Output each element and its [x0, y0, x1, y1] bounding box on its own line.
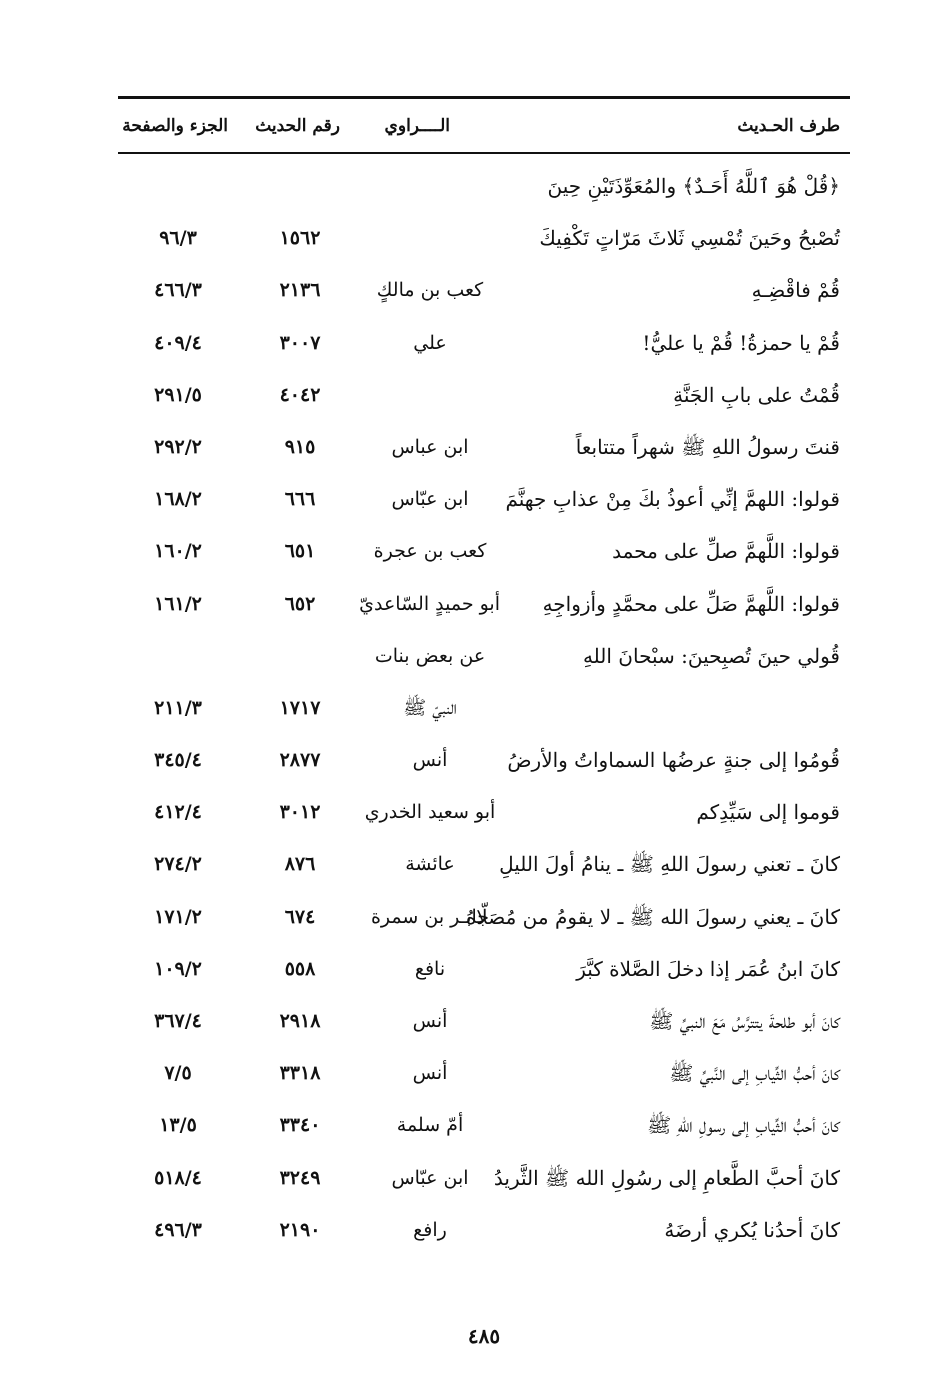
header-hadith-start: طرف الحـديث	[737, 116, 840, 136]
volume-page-cell: ٤١٢/٤	[154, 801, 202, 824]
hadith-start-cell: قنتَ رسولُ اللهِ ﷺ شهراً متتابعاً	[575, 434, 840, 459]
header-narrator: الــــراوي	[384, 116, 450, 136]
hadith-start-cell: قولوا: اللهمَّ إنِّي أعوذُ بكَ مِنْ عذابِ جهنَّمَ	[505, 487, 840, 512]
table-row	[118, 421, 850, 473]
table-row	[118, 578, 850, 630]
volume-page-cell: ١٠٩/٢	[154, 957, 202, 980]
volume-page-cell: ١٧١/٢	[154, 905, 202, 928]
index-page	[118, 96, 850, 1348]
hadith-number-cell: ٦٥٢	[284, 592, 316, 615]
volume-page-cell: ٤٩٦/٣	[154, 1218, 202, 1241]
hadith-number-cell	[250, 630, 350, 682]
table-row	[118, 1099, 850, 1151]
hadith-number-cell: ٣٣١٨	[279, 1062, 321, 1085]
narrator-cell: أنس	[412, 749, 448, 772]
narrator-cell: ابن عبّاس	[391, 1166, 469, 1189]
volume-page-cell: ٢١١/٣	[154, 696, 202, 719]
volume-page-cell: ١٦٨/٢	[154, 488, 202, 511]
hadith-start-cell: قوموا إلى سَيِّدِكم	[696, 800, 840, 825]
hadith-number-cell: ٨٧٦	[284, 853, 316, 876]
hadith-number-cell: ٦٧٤	[284, 905, 316, 928]
table-row	[118, 891, 850, 943]
hadith-number-cell: ٦٦٦	[284, 488, 316, 511]
table-row	[118, 1204, 850, 1256]
narrator-cell: أبو حميدٍ السّاعديّ	[359, 592, 500, 615]
hadith-start-cell: كانَ أبو طلحةَ يتترَّسُ مَعَ النبيِّ ﷺ	[649, 1009, 840, 1033]
hadith-start-cell: قُمْ فاقْضِـهِ	[751, 278, 840, 303]
header-volume-page: الجزء والصفحة	[122, 116, 228, 136]
volume-page-cell: ٧/٥	[164, 1062, 192, 1085]
table-row	[118, 786, 850, 838]
hadith-start-cell: كانَ أحبُّ الثِّيابِ إلى رسولِ اللهِ ﷺ	[647, 1113, 840, 1138]
top-rule	[118, 96, 850, 99]
hadith-number-cell: ٢١٩٠	[279, 1218, 321, 1241]
narrator-cell: كعب بن عجرة	[373, 540, 487, 563]
volume-page-cell: ٥١٨/٤	[154, 1166, 202, 1189]
volume-page-cell: ٢٧٤/٢	[154, 853, 202, 876]
table-row	[118, 264, 850, 316]
hadith-number-cell	[250, 160, 350, 212]
hadith-number-cell: ٩١٥	[284, 435, 316, 458]
table-row	[118, 369, 850, 421]
narrator-cell	[360, 160, 500, 212]
hadith-start-cell: قُمْتُ على بابِ الجَنَّةِ	[673, 382, 840, 407]
hadith-number-cell: ٢١٣٦	[279, 279, 321, 302]
narrator-cell: رافع	[413, 1218, 447, 1241]
table-row	[118, 212, 850, 264]
hadith-start-cell: قُومُوا إلى جنةٍ عرضُها السماواتُ والأرضُ	[507, 748, 840, 773]
hadith-start-cell: تُصْبحُ وحَينَ تُمْسِي ثَلاثَ مَرّاتٍ تَكْفِيكَ	[539, 226, 840, 251]
hadith-start-cell: قولوا: اللَّهمَّ صلِّ على محمد	[612, 539, 840, 564]
volume-page-cell: ١٣/٥	[159, 1114, 197, 1137]
hadith-start-cell: قولوا: اللَّهمَّ صَلِّ على محمَّدٍ وأزواجِهِ	[542, 591, 840, 616]
narrator-cell: أنس	[412, 1062, 448, 1085]
narrator-cell: أمّ سلمة	[396, 1114, 464, 1137]
narrator-cell: ابن عباس	[391, 435, 469, 458]
volume-page-cell: ٣٦٧/٤	[154, 1010, 202, 1032]
volume-page-cell	[126, 630, 230, 682]
narrator-cell	[360, 369, 500, 421]
narrator-cell: أبو سعيد الخدري	[364, 801, 496, 824]
volume-page-cell: ٢٩١/٥	[154, 383, 202, 406]
hadith-number-cell: ٣٠٠٧	[279, 331, 321, 354]
hadith-number-cell: ٣٠١٢	[279, 801, 321, 824]
hadith-number-cell: ٣٢٤٩	[279, 1166, 321, 1189]
narrator-cell: النبيّ ﷺ	[403, 696, 457, 719]
table-row	[118, 630, 850, 682]
narrator-cell: علي	[413, 331, 447, 354]
volume-page-cell: ٣٤٥/٤	[154, 749, 202, 772]
hadith-number-cell: ٢٨٧٧	[279, 749, 321, 772]
volume-page-cell: ٩٦/٣	[159, 227, 197, 250]
hadith-start-cell: كانَ ابنُ عُمَر إذا دخلَ الصَّلاة كبَّرَ	[576, 956, 840, 981]
hadith-start-cell: ﴿قُلْ هُوَ ٱللَّهُ أَحَـدٌ﴾ والمُعَوِّذَتَيْنِ حِينَ	[547, 174, 840, 198]
hadith-start-cell: كانَ أحبُّ الثِّيابِ إلى النَّبيِّ ﷺ	[669, 1061, 840, 1086]
hadith-start-cell: كانَ أحبَّ الطَّعامِ إلى رسُولِ الله ﷺ الثَّريدُ	[493, 1165, 840, 1190]
narrator-cell: ابن عبّاس	[391, 488, 469, 511]
hadith-number-cell: ٥٥٨	[284, 957, 316, 980]
index-table-body	[118, 160, 850, 1256]
hadith-start-cell: قُمْ يا حمزةُ! قُمْ يا عليُّ!	[642, 330, 840, 355]
table-row	[118, 838, 850, 890]
hadith-number-cell: ١٥٦٢	[279, 227, 321, 250]
narrator-cell: نافع	[414, 957, 446, 980]
table-row	[118, 1047, 850, 1099]
table-row	[118, 682, 850, 734]
narrator-cell: كعب بن مالكٍ	[376, 279, 484, 302]
volume-page-cell: ٤٠٩/٤	[154, 331, 202, 354]
volume-page-cell: ١٦١/٢	[154, 592, 202, 615]
narrator-cell	[360, 212, 500, 264]
narrator-cell: عائشة	[405, 853, 455, 876]
hadith-start-cell: كانَ ـ تعني رسولَ اللهِ ﷺ ـ ينامُ أولَ الليلِ	[499, 852, 840, 877]
table-row	[118, 160, 850, 212]
table-row	[118, 473, 850, 525]
table-row	[118, 734, 850, 786]
narrator-cell: جابـر بن سمرة	[370, 905, 490, 928]
hadith-start-cell: قُولي حينَ تُصبِحينَ: سبْحانَ اللهِ	[582, 643, 840, 668]
hadith-start-cell: كانَ ـ يعني رسولَ الله ﷺ ـ لا يقومُ من مُصَلّاهُ	[465, 904, 840, 929]
table-row	[118, 995, 850, 1047]
table-row	[118, 525, 850, 577]
hadith-number-cell: ٣٣٤٠	[279, 1114, 321, 1137]
table-row	[118, 943, 850, 995]
hadith-number-cell: ٦٥١	[284, 540, 316, 563]
header-hadith-number: رقم الحديث	[255, 116, 340, 136]
table-row	[118, 1152, 850, 1204]
volume-page-cell: ١٦٠/٢	[154, 540, 202, 563]
header-rule	[118, 152, 850, 154]
table-header	[118, 108, 850, 148]
volume-page-cell	[126, 160, 230, 212]
hadith-number-cell: ٢٩١٨	[279, 1010, 321, 1032]
hadith-number-cell: ١٧١٧	[279, 696, 321, 719]
volume-page-cell: ٤٦٦/٣	[154, 279, 202, 302]
hadith-number-cell: ٤٠٤٢	[279, 383, 321, 406]
hadith-start-cell: كانَ أحدُنا يُكري أرضَهُ	[664, 1217, 840, 1242]
volume-page-cell: ٢٩٢/٢	[154, 435, 202, 458]
narrator-cell: عن بعض بنات	[374, 644, 486, 667]
page-number: ٤٨٥	[467, 1324, 501, 1348]
narrator-cell: أنس	[412, 1010, 448, 1032]
table-row	[118, 317, 850, 369]
